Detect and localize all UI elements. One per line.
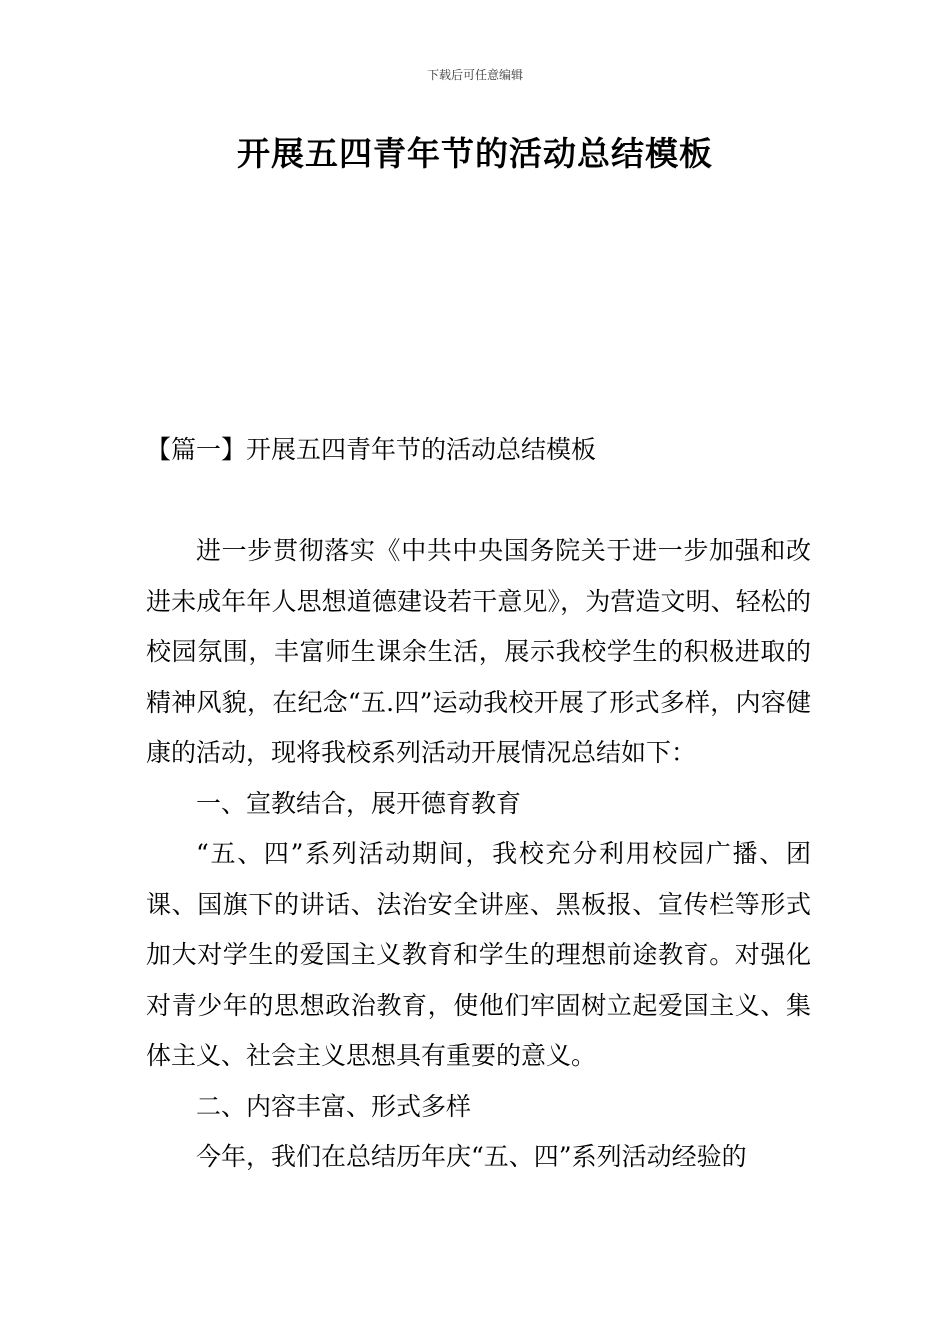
paragraph-heading-1: 一、宣教结合，展开德育教育 [196,788,522,818]
document-body [146,526,811,1183]
paragraph-1: “五、四”系列活动期间，我校充分利用校园广播、团课、国旗下的讲话、法治安全讲座、黑板报、宣传栏等形式加大对学生的爱国主义教育和学生的理想前途教育。对强化对青少年的思想政治教育，使他们牢固树立起爱国主义、集体主义、社会主义思想具有重要的意义。 [146,839,811,1070]
header-note: 下载后可任意编辑 [426,68,523,82]
paragraph-intro: 进一步贯彻落实《中共中央国务院关于进一步加强和改进未成年年人思想道德建设若干意见》，为营造文明、轻松的校园氛围，丰富师生课余生活，展示我校学生的积极进取的精神风貌，在纪念“五.四”运动我校开展了形式多样，内容健康的活动，现将我校系列活动开展情况总结如下： [146,536,811,767]
paragraph-2: 今年，我们在总结历年庆“五、四”系列活动经验的 [196,1142,747,1171]
section-heading: 【篇一】开展五四青年节的活动总结模板 [146,435,597,464]
paragraph-heading-2: 二、内容丰富、形式多样 [196,1091,472,1121]
document-title: 开展五四青年节的活动总结模板 [237,134,713,173]
